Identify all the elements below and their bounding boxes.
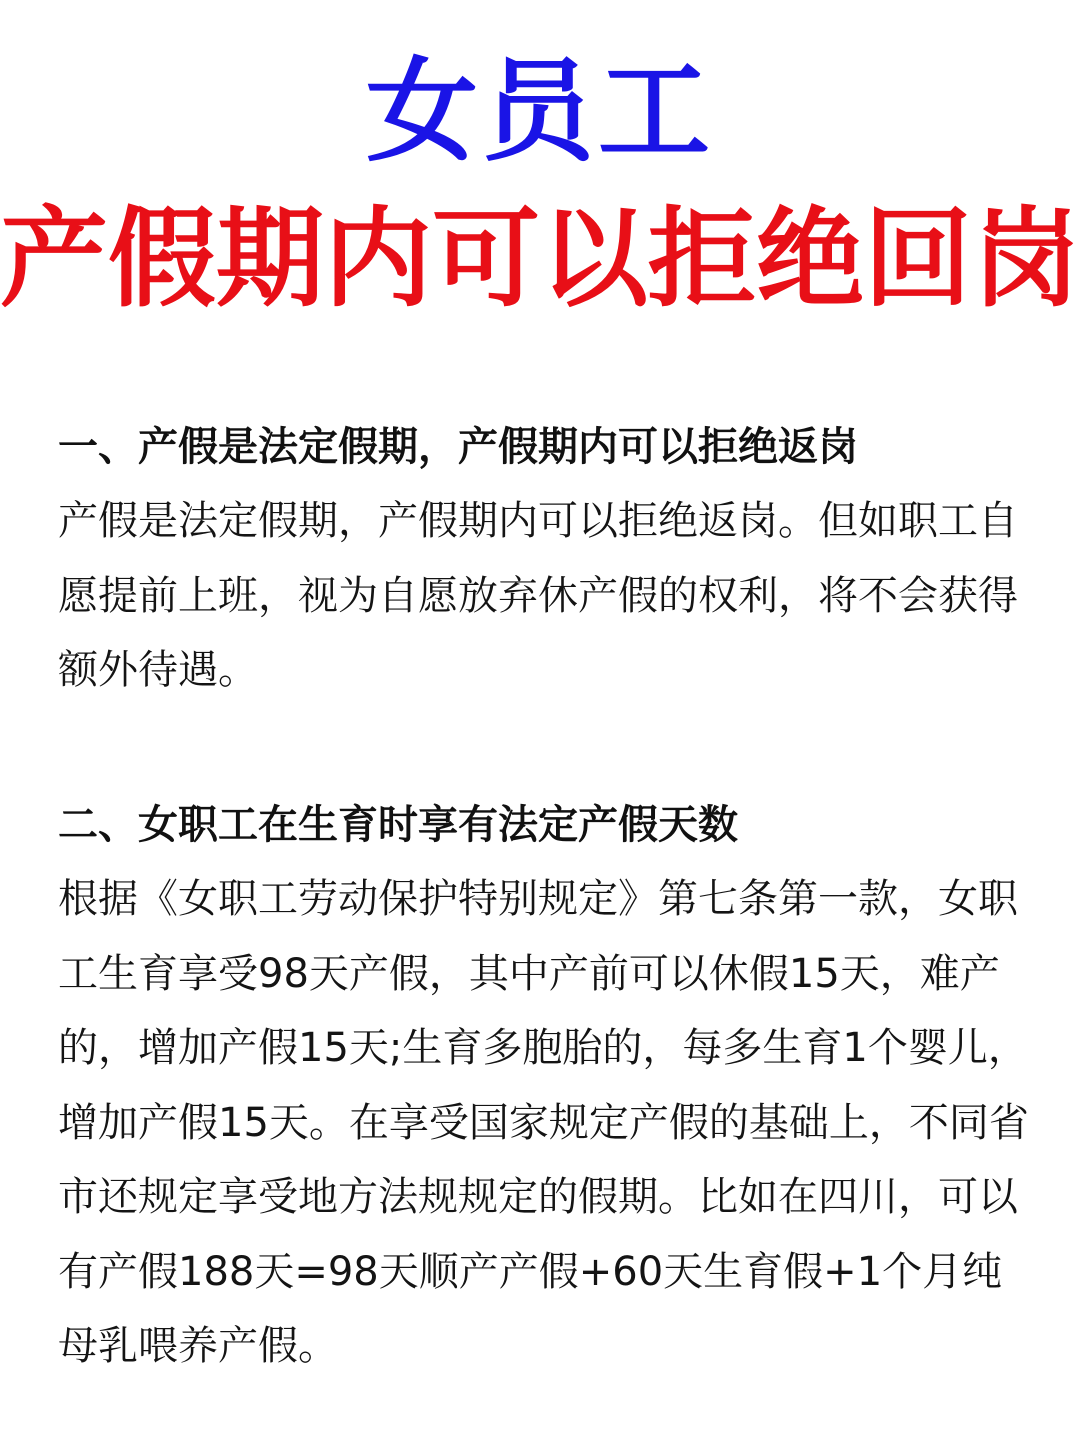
- section-2: [58, 788, 1033, 1384]
- title-line-1: 女员工: [366, 47, 714, 177]
- section-1: [58, 410, 1033, 708]
- section-2-heading: 二、女职工在生育时享有法定产假天数: [58, 802, 738, 848]
- title-line-2: 产假期内可以拒绝回岗: [0, 197, 1080, 322]
- section-1-heading: 一、产假是法定假期，产假期内可以拒绝返岗: [58, 424, 858, 470]
- section-2-body: 根据《女职工劳动保护特别规定》第七条第一款，女职工生育享受98天产假，其中产前可以休假15天，难产的，增加产假15天;生育多胞胎的，每多生育1个婴儿，增加产假15天。在享受国家规定产假的基础上，不同省市还规定享受地方法规规定的假期。比如在四川，可以有产假188天=98天顺产产假+60天生育假+1个月纯母乳喂养产假。: [58, 876, 1029, 1369]
- section-1-body: 产假是法定假期，产假期内可以拒绝返岗。但如职工自愿提前上班，视为自愿放弃休产假的权利，将不会获得额外待遇。: [58, 498, 1018, 693]
